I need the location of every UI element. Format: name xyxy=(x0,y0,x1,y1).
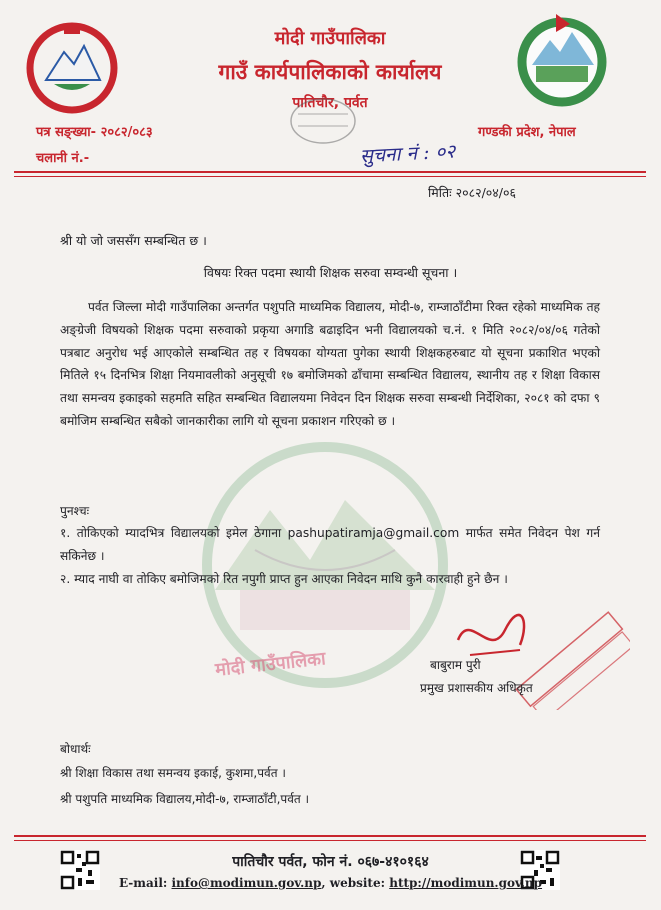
signatory-designation: प्रमुख प्रशासकीय अधिकृत xyxy=(420,681,533,695)
dispatch-number: चलानी नं.- xyxy=(36,151,90,166)
office-name: गाउँ कार्यपालिकाको कार्यालय xyxy=(218,60,442,84)
dispatch-stamp-icon xyxy=(288,96,358,146)
letter-subject: विषयः रिक्त पदमा स्थायी शिक्षक सरुवा सम्वन्धी सूचना । xyxy=(203,265,458,280)
footer-divider xyxy=(14,835,646,837)
watermark-text: मोदी गाउँपालिका xyxy=(214,648,327,681)
municipality-logo-icon xyxy=(512,10,612,110)
cc-item-2: श्री पशुपति माध्यमिक विद्यालय,मोदी-७, राम्जाठाँटी,पर्वत । xyxy=(60,792,310,806)
cc-item-1: श्री शिक्षा विकास तथा समन्वय इकाई, कुशमा,पर्वत । xyxy=(60,766,286,780)
reference-number: पत्र सङ्ख्या- २०८२/०८३ xyxy=(36,125,153,140)
postscript-heading: पुनश्चः xyxy=(60,504,90,518)
letter-body: पर्वत जिल्ला मोदी गाउँपालिका अन्तर्गत पशुपति माध्यमिक विद्यालय, मोदी-७, राम्जाठाँटीमा रिक्त रहेको माध्यमिक तह अङ्ग्रेजी विषयको शिक्षक पदमा सरुवाको प्रकृया अगाडि बढाइदिन भनी विद्यालयको च.नं. १ मिति २०८२/०४/०६ गतेको पत्रबाट अनुरोध भई आएकोले सम्बन्धित तह र विषयका योग्यता पुगेका स्थायी शिक्षकहरुबाट यो सूचना प्रकाशित भएको मितिले १५ दिनभित्र शिक्षा नियमावलीको अनुसूची १७ बमोजिमको ढाँचामा सम्बन्धित विद्यालय, स्थानीय तह र शिक्षा विकास तथा समन्वय इकाइको सहमति सहित सम्बन्धित विद्यालयमा निवेदन दिन शिक्षक सरुवा सम्बन्धी निर्देशिका, २०८१ को दफा ९ बमोजिम सम्बन्धित सबैको जानकारीका लागि यो सूचना प्रकाशन गरिएको छ । xyxy=(60,300,600,428)
office-location: पातिचौर, पर्वत xyxy=(292,95,368,111)
website-link[interactable]: http://modimun.gov.np xyxy=(389,876,543,890)
letter-date: मितिः २०८२/०४/०६ xyxy=(428,185,516,200)
handwritten-notice-number: सुचना नं : ०२ xyxy=(359,140,456,168)
addressee: श्री यो जो जससँग सम्बन्धित छ । xyxy=(60,233,207,248)
header-divider-thin xyxy=(14,176,646,177)
email-label: E-mail: xyxy=(118,876,168,890)
footer-contact xyxy=(0,876,661,890)
nepal-emblem-icon xyxy=(24,18,120,114)
footer-divider-thin xyxy=(14,840,646,841)
email-link[interactable]: info@modimun.gov.np xyxy=(171,876,322,890)
header-divider xyxy=(14,171,646,173)
postscript-item-2: २. म्याद नाघी वा तोकिए बमोजिमको रित नपुगी प्राप्त हुन आएका निवेदन माथि कुनै कारवाही हुने छैन । xyxy=(60,572,508,586)
signatory-name: बाबुराम पुरी xyxy=(430,658,481,672)
footer-address: पातिचौर पर्वत, फोन नं. ०६७-४१०१६४ xyxy=(232,854,429,870)
cc-heading: बोधार्थः xyxy=(60,742,91,756)
website-label: , website: xyxy=(321,876,386,890)
municipality-name: मोदी गाउँपालिका xyxy=(274,28,386,49)
postscript-item-1: १. तोकिएको म्यादभित्र विद्यालयको इमेल ठेगाना pashupatiramja@gmail.com मार्फत समेत निवेदन पेश गर्न सकिनेछ । xyxy=(60,526,600,563)
province-name: गण्डकी प्रदेश, नेपाल xyxy=(478,125,576,140)
